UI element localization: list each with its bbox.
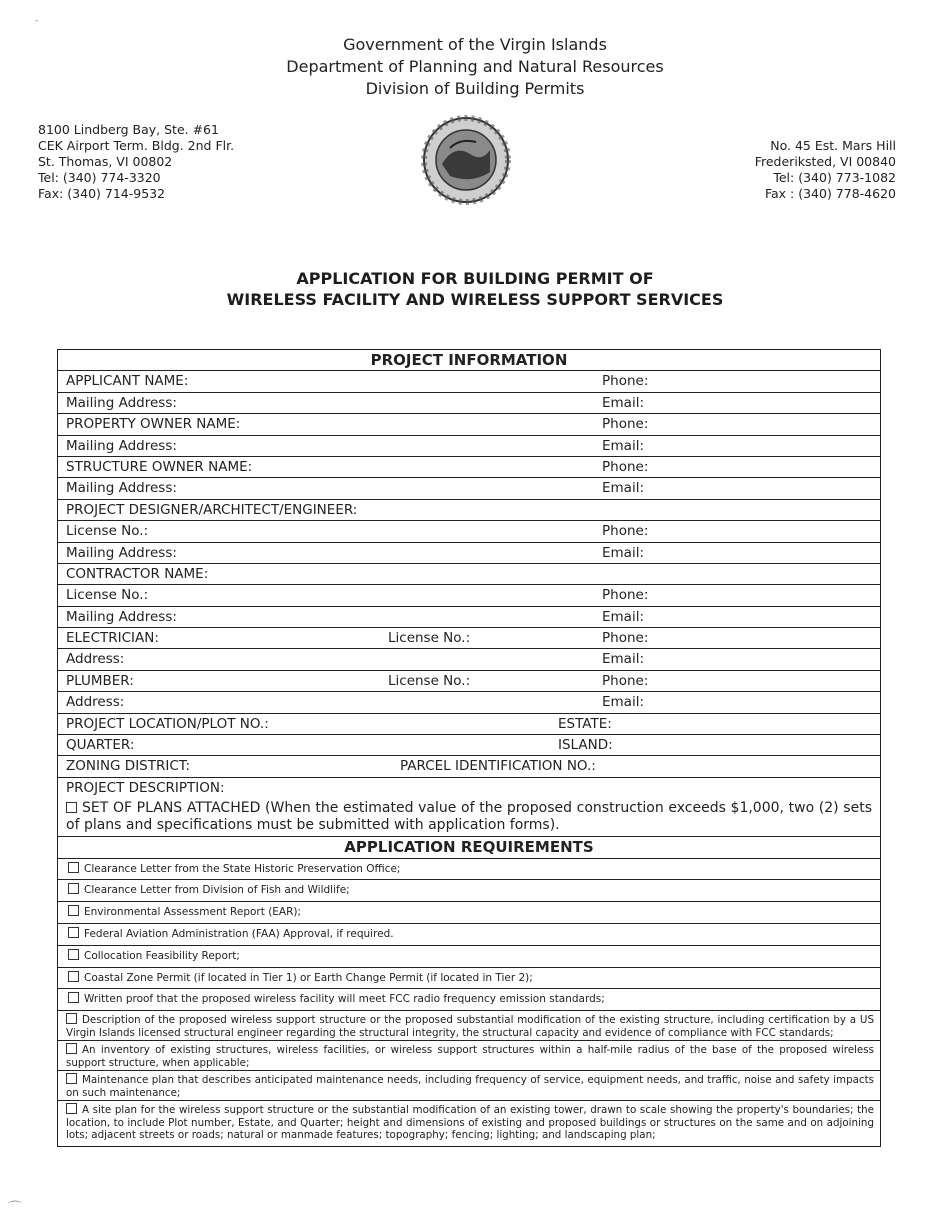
field-label: Address: xyxy=(66,694,125,711)
checkbox-icon[interactable] xyxy=(66,1073,77,1084)
checkbox-icon[interactable] xyxy=(68,905,79,916)
requirement-item[interactable] xyxy=(58,859,880,881)
address-line: St. Thomas, VI 00802 xyxy=(38,154,173,169)
field-label: Phone: xyxy=(602,523,649,540)
info-row[interactable] xyxy=(58,585,880,606)
header-line-1: Government of the Virgin Islands xyxy=(343,35,607,54)
checkbox-icon[interactable] xyxy=(68,949,79,960)
address-line: Tel: (340) 773-1082 xyxy=(773,170,896,185)
checkbox-icon[interactable] xyxy=(68,971,79,982)
scan-speck: - xyxy=(35,16,39,26)
address-line: Fax: (340) 714-9532 xyxy=(38,186,166,201)
field-label: License No.: xyxy=(66,587,149,604)
section-heading-project-info: PROJECT INFORMATION xyxy=(58,350,880,371)
field-label: PROPERTY OWNER NAME: xyxy=(66,416,241,433)
info-row[interactable] xyxy=(58,436,880,457)
requirement-text: Clearance Letter from Division of Fish and Wildlife; xyxy=(84,884,350,897)
info-row[interactable] xyxy=(58,607,880,628)
checkbox-icon[interactable] xyxy=(66,1103,77,1114)
title-line-2: WIRELESS FACILITY AND WIRELESS SUPPORT SERVICES xyxy=(226,290,724,309)
info-row[interactable] xyxy=(58,756,880,777)
info-row[interactable] xyxy=(58,671,880,692)
section-heading-requirements: APPLICATION REQUIREMENTS xyxy=(58,837,880,858)
info-row[interactable] xyxy=(58,393,880,414)
field-label: ELECTRICIAN: xyxy=(66,630,159,647)
address-line: Tel: (340) 774-3320 xyxy=(38,170,161,185)
official-seal-icon xyxy=(420,114,512,206)
field-label: License No.: xyxy=(66,523,149,540)
field-label: Address: xyxy=(66,651,125,668)
field-label: APPLICANT NAME: xyxy=(66,373,189,390)
field-label: STRUCTURE OWNER NAME: xyxy=(66,458,253,475)
address-st-croix xyxy=(755,138,896,202)
field-label: Mailing Address: xyxy=(66,608,177,625)
field-label: Email: xyxy=(602,480,645,497)
scan-mark: ⌒ xyxy=(8,1201,22,1217)
field-label: License No.: xyxy=(388,672,471,689)
info-row[interactable] xyxy=(58,543,880,564)
address-st-thomas xyxy=(38,122,234,202)
checkbox-icon[interactable] xyxy=(68,992,79,1003)
field-label: ISLAND: xyxy=(558,737,613,754)
checkbox-icon[interactable] xyxy=(66,1043,77,1054)
address-line: 8100 Lindberg Bay, Ste. #61 xyxy=(38,122,219,137)
requirement-item[interactable] xyxy=(58,1011,880,1041)
info-row[interactable] xyxy=(58,649,880,670)
field-label: Phone: xyxy=(602,587,649,604)
info-row[interactable] xyxy=(58,371,880,392)
field-label: ESTATE: xyxy=(558,715,612,732)
field-label: QUARTER: xyxy=(66,737,135,754)
field-label: PARCEL IDENTIFICATION NO.: xyxy=(400,758,596,775)
header-line-2: Department of Planning and Natural Resources xyxy=(286,57,664,76)
info-row[interactable] xyxy=(58,735,880,756)
address-line: Fax : (340) 778-4620 xyxy=(764,186,896,201)
field-label: Mailing Address: xyxy=(66,394,177,411)
plans-attached-row[interactable] xyxy=(58,799,880,837)
field-label: License No.: xyxy=(388,630,471,647)
requirement-item[interactable] xyxy=(58,968,880,990)
field-label: PLUMBER: xyxy=(66,672,134,689)
field-label: ZONING DISTRICT: xyxy=(66,758,191,775)
info-row[interactable] xyxy=(58,714,880,735)
title-line-1: APPLICATION FOR BUILDING PERMIT OF xyxy=(296,269,654,288)
permit-form xyxy=(57,349,881,1147)
info-row[interactable] xyxy=(58,778,880,799)
requirement-text: Collocation Feasibility Report; xyxy=(84,949,240,962)
checkbox-icon[interactable] xyxy=(68,862,79,873)
requirement-item[interactable] xyxy=(58,989,880,1011)
requirement-item[interactable] xyxy=(58,902,880,924)
field-label: Phone: xyxy=(602,373,649,390)
checkbox-icon[interactable] xyxy=(68,927,79,938)
address-line: Frederiksted, VI 00840 xyxy=(754,154,896,169)
requirement-item[interactable] xyxy=(58,1041,880,1071)
field-label: PROJECT LOCATION/PLOT NO.: xyxy=(66,715,269,732)
field-label: PROJECT DESCRIPTION: xyxy=(66,779,225,796)
info-row[interactable] xyxy=(58,457,880,478)
field-label: Email: xyxy=(602,394,645,411)
checkbox-icon[interactable] xyxy=(66,802,77,813)
requirement-text: Environmental Assessment Report (EAR); xyxy=(84,906,302,919)
requirement-item[interactable] xyxy=(58,1101,880,1146)
requirement-text: A site plan for the wireless support structure or the substantial modification of an existing tower, drawn to scale showing the property's boundaries; the location, to include Plot number, Estate, and Quarter; height and dimensions of existing and proposed buildings or structures on the same and on adjoining lots; adjacent streets or roads; natural or manmade features; topography; fencing; lighting; and landscaping plan; xyxy=(66,1104,874,1142)
info-row[interactable] xyxy=(58,478,880,499)
requirement-text: Clearance Letter from the State Historic Preservation Office; xyxy=(84,862,401,875)
requirement-text: Maintenance plan that describes anticipated maintenance needs, including frequency of service, equipment needs, and traffic, noise and safety impacts on such maintenance; xyxy=(66,1074,874,1099)
field-label: PROJECT DESIGNER/ARCHITECT/ENGINEER: xyxy=(66,501,358,518)
field-label: Email: xyxy=(602,437,645,454)
header-line-3: Division of Building Permits xyxy=(365,79,585,98)
requirement-item[interactable] xyxy=(58,1071,880,1101)
field-label: Mailing Address: xyxy=(66,480,177,497)
address-line: No. 45 Est. Mars Hill xyxy=(770,138,896,153)
field-label: Email: xyxy=(602,608,645,625)
field-label: Phone: xyxy=(602,416,649,433)
field-label: Email: xyxy=(602,544,645,561)
info-row[interactable] xyxy=(58,521,880,542)
requirement-item[interactable] xyxy=(58,880,880,902)
field-label: Phone: xyxy=(602,672,649,689)
requirement-text: Description of the proposed wireless support structure or the proposed substantial modification of the existing structure, including certification by a US Virgin Islands licensed structural engineer regarding the structural integrity, the structural capacity and evidence of compliance with FCC standards; xyxy=(66,1014,874,1039)
field-label: Phone: xyxy=(602,458,649,475)
requirement-text: An inventory of existing structures, wireless facilities, or wireless support structures within a half-mile radius of the base of the proposed wireless support structure, when applicable; xyxy=(66,1044,874,1069)
info-row[interactable] xyxy=(58,628,880,649)
address-line: CEK Airport Term. Bldg. 2nd Flr. xyxy=(38,138,235,153)
info-row[interactable] xyxy=(58,414,880,435)
requirement-text: Written proof that the proposed wireless facility will meet FCC radio frequency emission standards; xyxy=(84,993,605,1006)
field-label: Mailing Address: xyxy=(66,437,177,454)
requirement-text: Federal Aviation Administration (FAA) Approval, if required. xyxy=(84,927,394,940)
requirement-item[interactable] xyxy=(58,946,880,968)
field-label: Email: xyxy=(602,651,645,668)
field-label: Email: xyxy=(602,694,645,711)
requirement-item[interactable] xyxy=(58,924,880,946)
form-title xyxy=(0,268,950,310)
agency-header xyxy=(0,34,950,100)
info-row[interactable] xyxy=(58,692,880,713)
field-label: CONTRACTOR NAME: xyxy=(66,565,209,582)
info-row[interactable] xyxy=(58,500,880,521)
requirement-text: Coastal Zone Permit (if located in Tier 1) or Earth Change Permit (if located in Tier 2); xyxy=(84,971,533,984)
field-label: Phone: xyxy=(602,630,649,647)
checkbox-icon[interactable] xyxy=(68,883,79,894)
field-label: Mailing Address: xyxy=(66,544,177,561)
plans-attached-text: SET OF PLANS ATTACHED (When the estimated value of the proposed construction exceeds $1,000, two (2) sets of plans and specifications must be submitted with application forms). xyxy=(66,800,872,834)
checkbox-icon[interactable] xyxy=(66,1013,77,1024)
info-row[interactable] xyxy=(58,564,880,585)
